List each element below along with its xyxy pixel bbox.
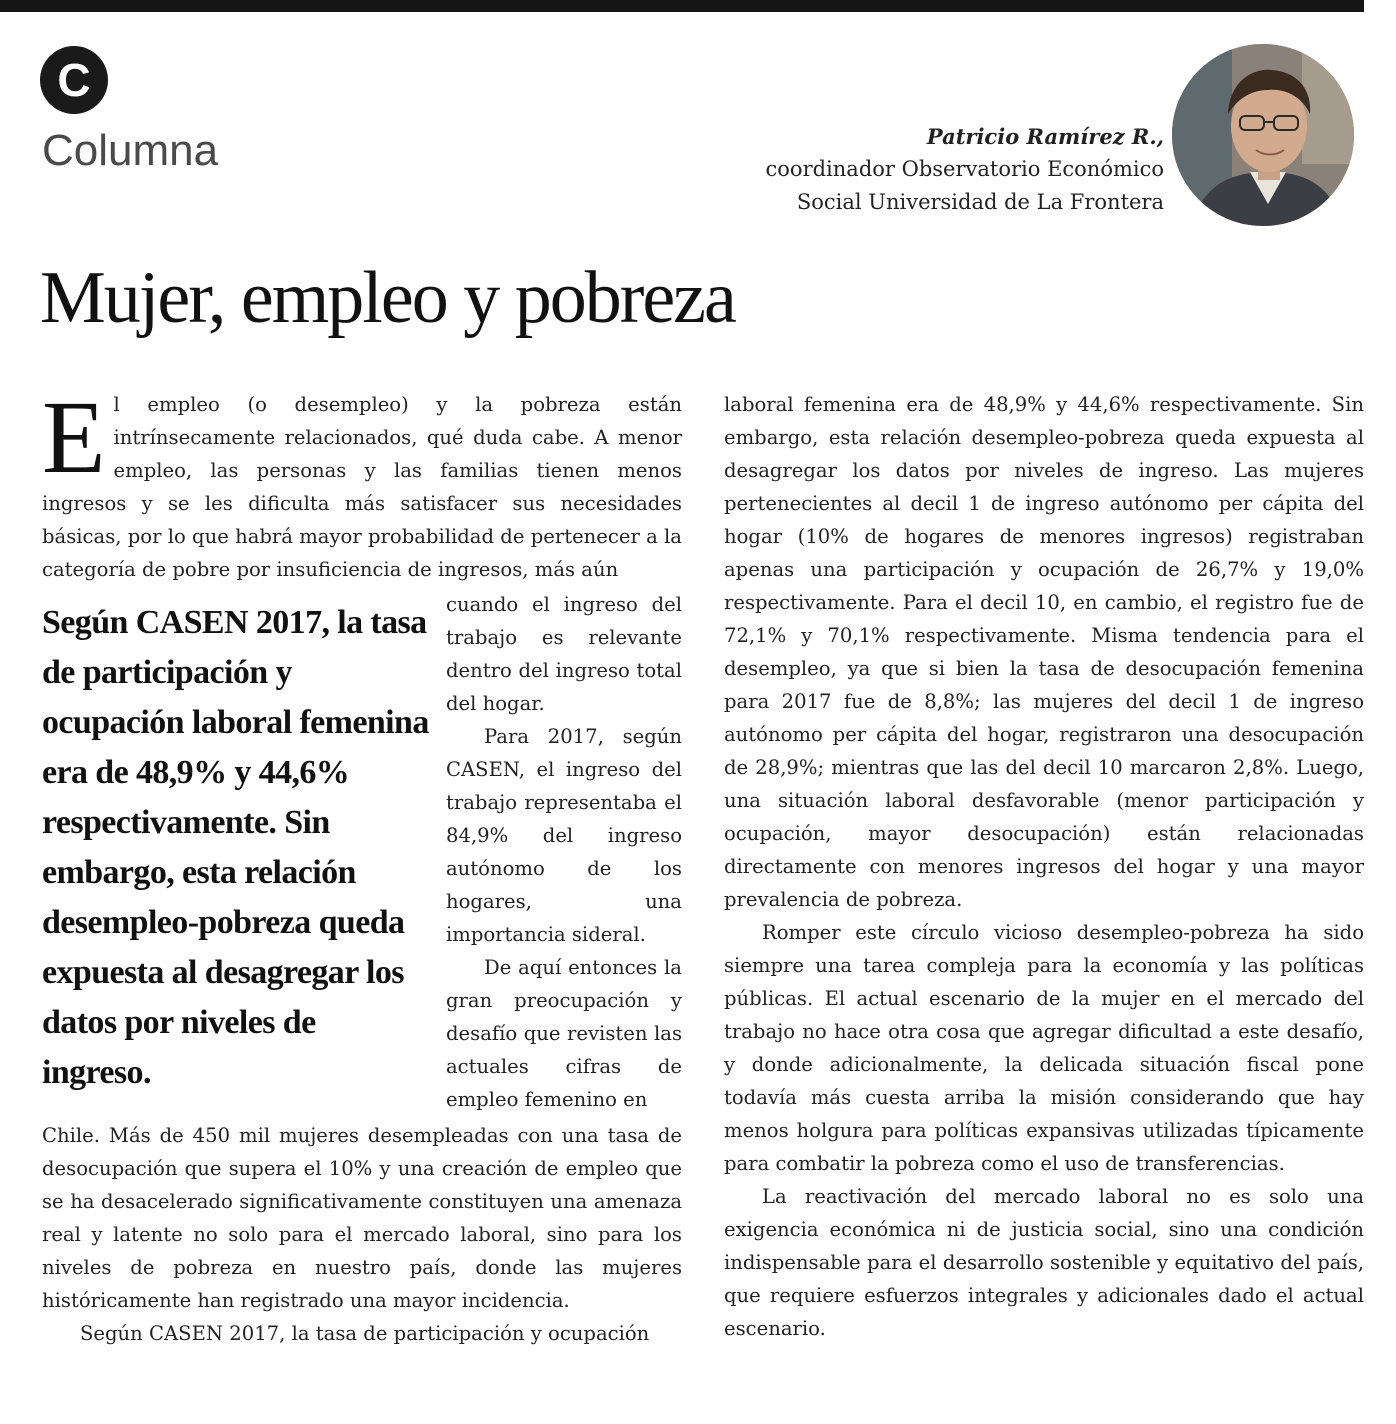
section-label: Columna: [42, 126, 219, 175]
paragraph-6: La reactivación del mercado laboral no es solo una exigencia económica ni de justicia social, sino una condición indispensable para el desarrollo sostenible y equitativo del país, que requiere esfuerzos integrales y adicionales dado el actual escenario.: [724, 1185, 1364, 1340]
headline: Mujer, empleo y pobreza: [40, 257, 735, 339]
paragraph-2: Para 2017, según CASEN, el ingreso del trabajo representaba el 84,9% del ingreso autónomo de los hogares, una importancia sideral.: [446, 725, 682, 946]
paragraph-4-start: Según CASEN 2017, la tasa de participación y ocupación: [80, 1322, 650, 1345]
paragraph-3-start: De aquí entonces la gran preocupación y desafío que revisten las actuales cifras de empleo femenino en: [446, 956, 682, 1111]
paragraph-1-text: l empleo (o desempleo) y la pobreza están intrínsecamente relacionados, qué duda cabe. A menor empleo, las personas y las familias tienen menos ingresos y se les dificulta más satisfacer sus necesidades básicas, por lo que habrá mayor probabilidad de pertenecer a la categoría de pobre por insuficiencia de ingresos, más aún: [42, 393, 682, 581]
body-column-2: [724, 388, 1364, 1345]
drop-cap: E: [42, 380, 106, 495]
author-byline: [766, 120, 1164, 219]
paragraph-1-end: cuando el ingreso del trabajo es relevante dentro del ingreso total del hogar.: [446, 593, 682, 715]
pull-quote: Según CASEN 2017, la tasa de participación y ocupación laboral femenina era de 48,9% y 44,6% respectivamente. Sin embargo, esta relación desempleo-pobreza queda expuesta al desagregar los datos por niveles de ingreso.: [42, 604, 429, 1091]
paragraph-4-end: laboral femenina era de 48,9% y 44,6% respectivamente. Sin embargo, esta relación desempleo-pobreza queda expuesta al desagregar los datos por niveles de ingreso. Las mujeres pertenecientes al decil 1 de ingreso autónomo per cápita del hogar (10% de hogares de menores ingresos) registraban apenas una participación y ocupación de 26,7% y 19,0% respectivamente. Para el decil 10, en cambio, el registro fue de 72,1% y 70,1% respectivamente. Misma tendencia para el desempleo, ya que si bien la tasa de desocupación femenina para 2017 fue de 8,8%; las mujeres del decil 1 de ingreso autónomo per cápita del hogar, registraron una desocupación de 28,9%; mientras que las del decil 10 marcaron 2,8%. Luego, una situación laboral desfavorable (menor participación y ocupación, mayor desocupación) están relacionadas directamente con menores ingresos del hogar y una mayor prevalencia de pobreza.: [724, 393, 1364, 911]
body-column-1-narrow: [446, 588, 682, 1116]
paragraph-3-end: Chile. Más de 450 mil mujeres desempleadas con una tasa de desocupación que supera el 10% y una creación de empleo que se ha desacelerado significativamente constituyen una amenaza real y latente no solo para el mercado laboral, sino para los niveles de pobreza en nuestro país, donde las mujeres históricamente han registrado una mayor incidencia.: [42, 1124, 682, 1312]
top-rule: [0, 0, 1364, 12]
body-column-1-bottom: [42, 1119, 682, 1350]
paragraph-5: Romper este círculo vicioso desempleo-pobreza ha sido siempre una tarea compleja para la economía y las políticas públicas. El actual escenario de la mujer en el mercado del trabajo no hace otra cosa que agregar dificultad a este desafío, y donde adicionalmente, la delicada situación fiscal pone todavía más cuesta arriba la misión considerando que hay menos holgura para políticas expansivas utilizadas típicamente para combatir la pobreza como el uso de transferencias.: [724, 921, 1364, 1175]
author-name: Patricio Ramírez R.,: [926, 124, 1164, 149]
author-photo: [1172, 44, 1354, 226]
author-role-line-1: coordinador Observatorio Económico: [765, 157, 1164, 181]
paragraph-1-start: [42, 380, 682, 586]
section-badge: C: [40, 46, 108, 114]
body-column-1-top: [42, 380, 682, 586]
author-role-line-2: Social Universidad de La Frontera: [796, 190, 1164, 214]
